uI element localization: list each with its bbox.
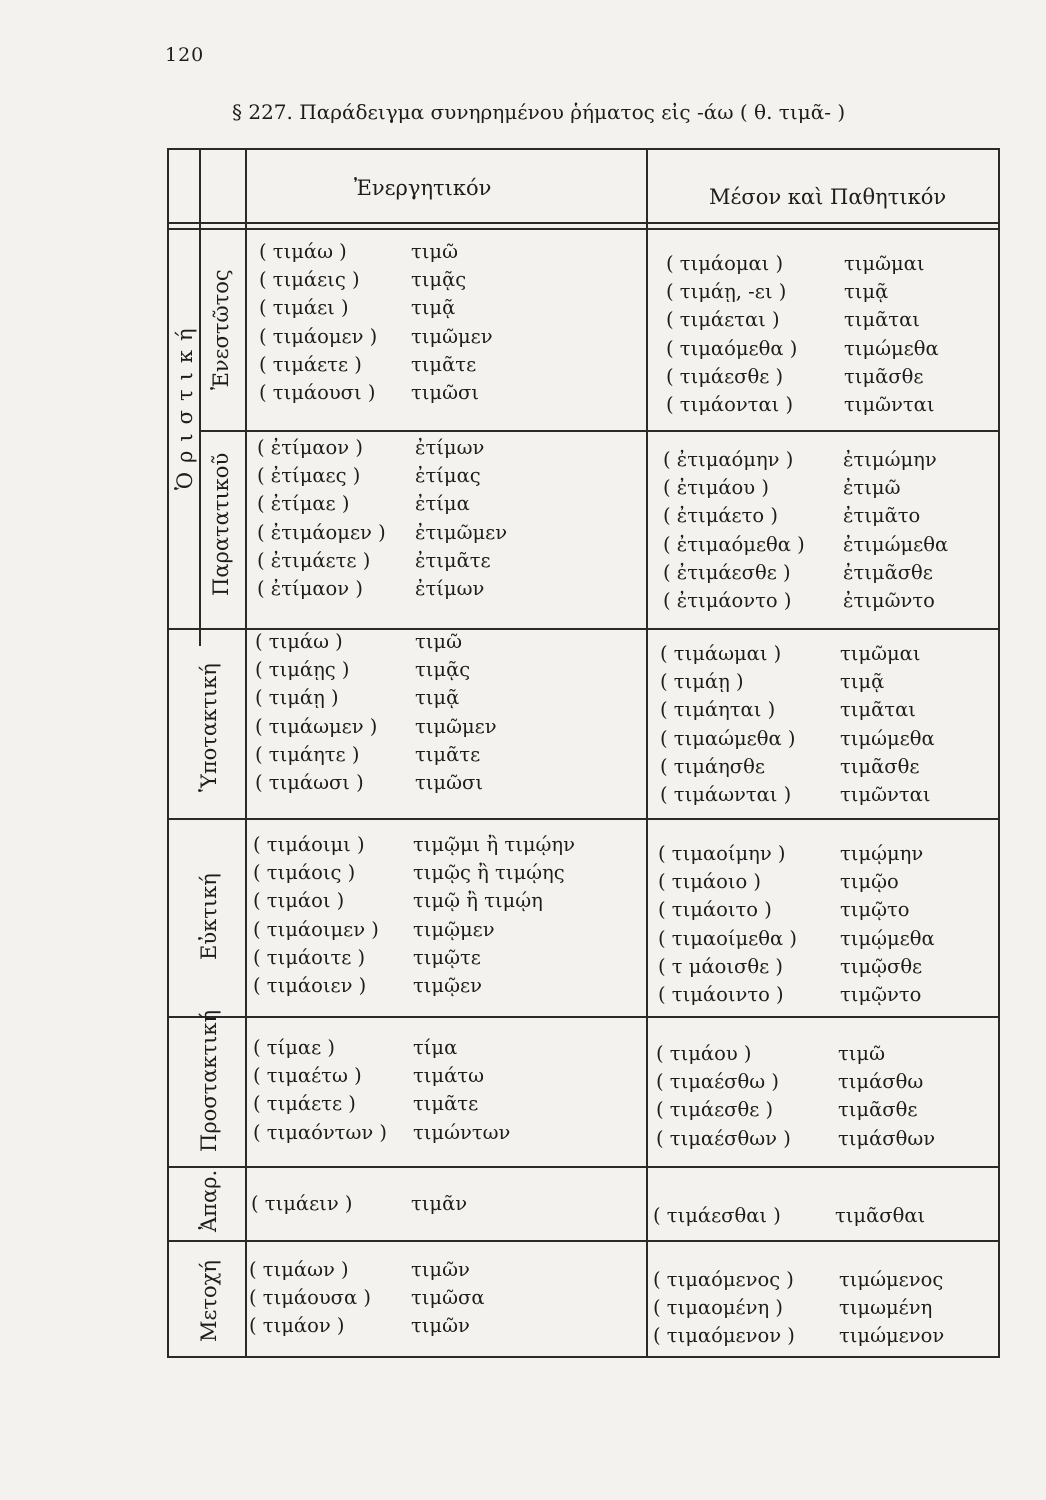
uncontracted-form: ( ἐτιμάεσθε )	[663, 560, 791, 584]
header-divider-2	[169, 228, 998, 230]
uncontracted-form: ( τιμάων )	[249, 1258, 349, 1281]
uncontracted-form: ( ἐτιμάετο )	[663, 504, 778, 528]
contracted-form: τιμώμεθα	[840, 726, 935, 750]
uncontracted-form: ( τιμαομένη )	[653, 1296, 783, 1320]
contracted-form: ἐτιμᾶτε	[415, 548, 491, 572]
uncontracted-form: ( τιμάου )	[656, 1042, 752, 1065]
subjunctive-label: Ὑποτακτική	[197, 663, 221, 792]
uncontracted-form: ( τιμάεσθε )	[666, 364, 784, 388]
present-middle-row	[666, 250, 939, 278]
imperative-active-forms	[253, 1034, 510, 1147]
uncontracted-form: ( τιμάοιτο )	[658, 898, 772, 922]
infinitive-middle-row	[653, 1202, 925, 1230]
optative-middle-row	[658, 925, 935, 953]
uncontracted-form: ( τιμάοις )	[253, 861, 356, 885]
contracted-form: ἐτίμα	[415, 492, 470, 516]
contracted-form: ἐτιμῶ	[843, 476, 901, 500]
present-middle-forms	[666, 250, 939, 419]
uncontracted-form: ( ἐτίμαες )	[257, 464, 361, 488]
uncontracted-form: ( ἐτίμαον )	[257, 577, 363, 601]
uncontracted-form: ( ἐτίμαε )	[257, 492, 350, 516]
active-voice-header: Ἐνεργητικόν	[354, 176, 492, 200]
uncontracted-form: ( ἐτιμαόμην )	[663, 448, 794, 471]
uncontracted-form: ( τιμαώμεθα )	[660, 726, 796, 750]
subjunctive-middle-row	[660, 668, 935, 696]
contracted-form: τιμῶσι	[411, 381, 479, 405]
uncontracted-form: ( ἐτιμάομεν )	[257, 520, 386, 544]
imperative-active-row	[253, 1119, 510, 1147]
present-imperfect-divider	[199, 430, 998, 432]
contracted-form: τιμῷεν	[413, 974, 482, 998]
imperative-middle-forms	[656, 1040, 935, 1153]
uncontracted-form: ( τιμάοι )	[253, 889, 345, 913]
imperfect-label: Παρατατικοῦ	[209, 452, 233, 596]
contracted-form: τιμῶνται	[844, 393, 935, 417]
conjugation-table	[167, 148, 1000, 1358]
subjunctive-active-row	[255, 713, 497, 741]
optative-active-row	[253, 944, 575, 972]
imperative-middle-row	[656, 1096, 935, 1124]
optative-active-row	[253, 887, 575, 915]
contracted-form: τιμῶ	[415, 630, 463, 653]
contracted-form: τιμάτω	[413, 1064, 484, 1088]
participle-active-row	[249, 1284, 485, 1312]
uncontracted-form: ( τιμάω )	[255, 630, 343, 653]
participle-active-row	[249, 1312, 485, 1340]
optative-active-row	[253, 859, 575, 887]
contracted-form: ἐτιμώμην	[843, 448, 937, 471]
participle-middle-row	[653, 1266, 944, 1294]
subjunctive-middle-row	[660, 640, 935, 668]
contracted-form: τιμᾷ	[411, 296, 456, 320]
uncontracted-form: ( τιμάεται )	[666, 308, 780, 332]
subjunctive-optative-divider	[169, 818, 998, 820]
imperfect-active-row	[257, 519, 507, 547]
uncontracted-form: ( τιμάωμαι )	[660, 642, 782, 665]
contracted-form: τιμῶ	[838, 1042, 886, 1065]
infinitive-middle-forms	[653, 1202, 925, 1230]
indicative-label: Ὁριστική	[173, 319, 197, 490]
uncontracted-form: ( τιμαόντων )	[253, 1120, 388, 1144]
contracted-form: τιμώντων	[413, 1120, 511, 1144]
contracted-form: τιμῷντο	[840, 983, 922, 1007]
contracted-form: τιμῷο	[840, 870, 899, 894]
imperfect-active-row	[257, 490, 507, 518]
contracted-form: τιμᾷ	[844, 280, 889, 304]
contracted-form: τιμᾶται	[844, 308, 920, 332]
uncontracted-form: ( τιμαοίμην )	[658, 842, 786, 865]
uncontracted-form: ( τιμάῃς )	[255, 658, 350, 682]
contracted-form: τιμάσθων	[838, 1126, 936, 1150]
uncontracted-form: ( τιμάοιντο )	[658, 983, 784, 1007]
contracted-form: ἐτίμων	[415, 577, 485, 601]
participle-middle-row	[653, 1294, 944, 1322]
contracted-form: τιμώμενον	[839, 1324, 945, 1348]
section-heading: § 227. Παράδειγμα συνηρημένου ῥήματος εἰς -άω ( θ. τιμᾶ- )	[232, 100, 846, 124]
uncontracted-form: ( τιμάει )	[259, 296, 349, 320]
optative-label: Εὐκτική	[197, 873, 221, 960]
contracted-form: ἐτιμώμεθα	[843, 532, 949, 556]
imperative-infinitive-divider	[169, 1166, 998, 1168]
uncontracted-form: ( τ μάοισθε )	[658, 954, 783, 978]
contracted-form: τιμᾶτε	[415, 742, 481, 766]
contracted-form: τιμᾶσθε	[844, 364, 924, 388]
present-middle-row	[666, 335, 939, 363]
uncontracted-form: ( τιμάοιεν )	[253, 974, 367, 998]
contracted-form: τιμᾶσθε	[840, 754, 920, 778]
contracted-form: τιμῶμεν	[411, 324, 493, 348]
infinitive-active-forms	[251, 1190, 467, 1218]
uncontracted-form: ( τιμάηται )	[660, 698, 776, 722]
contracted-form: τιμῷς ἢ τιμῴης	[413, 861, 565, 885]
optative-middle-row	[658, 896, 935, 924]
optative-imperative-divider	[169, 1016, 998, 1018]
optative-middle-forms	[658, 840, 935, 1009]
contracted-form: τιμάσθω	[838, 1070, 924, 1094]
contracted-form: τιμῶσα	[411, 1286, 485, 1310]
imperative-middle-row	[656, 1040, 935, 1068]
uncontracted-form: ( τιμαέσθων )	[656, 1126, 791, 1150]
imperative-middle-row	[656, 1125, 935, 1153]
uncontracted-form: ( ἐτιμαόμεθα )	[663, 532, 805, 556]
subjunctive-active-row	[255, 684, 497, 712]
uncontracted-form: ( τιμάω )	[259, 240, 347, 263]
imperfect-middle-row	[663, 474, 948, 502]
contracted-form: τιμῷτο	[840, 898, 910, 922]
contracted-form: τιμᾷς	[415, 658, 471, 682]
contracted-form: τιμώμενος	[839, 1268, 944, 1291]
contracted-form: τιμᾷ	[415, 686, 460, 710]
uncontracted-form: ( τιμάοιμεν )	[253, 917, 379, 941]
contracted-form: τιμᾶτε	[413, 1092, 479, 1116]
mood-column-divider	[199, 150, 201, 646]
present-active-row	[259, 379, 493, 407]
infinitive-participle-divider	[169, 1240, 998, 1242]
optative-middle-row	[658, 840, 935, 868]
contracted-form: τιμῷ ἢ τιμῴη	[413, 889, 543, 913]
uncontracted-form: ( τιμάουσι )	[259, 381, 376, 405]
uncontracted-form: ( τιμαοίμεθα )	[658, 926, 797, 950]
participle-middle-forms	[653, 1266, 944, 1351]
contracted-form: τιμᾶσθαι	[835, 1204, 926, 1227]
contracted-form: τιμῷμι ἢ τιμῴην	[413, 833, 575, 856]
present-middle-row	[666, 363, 939, 391]
uncontracted-form: ( τιμάησθε	[660, 754, 765, 778]
uncontracted-form: ( τιμάητε )	[255, 742, 360, 766]
participle-active-forms	[249, 1256, 485, 1341]
contracted-form: ἐτιμῶντο	[843, 589, 935, 613]
uncontracted-form: ( τιμάεσθαι )	[653, 1204, 781, 1227]
uncontracted-form: ( τιμάωνται )	[660, 783, 792, 807]
contracted-form: τιμᾶσθε	[838, 1098, 918, 1122]
contracted-form: τιμῶμαι	[840, 642, 921, 665]
contracted-form: τιμῷτε	[413, 945, 481, 969]
contracted-form: τιμῶμαι	[844, 252, 925, 275]
subjunctive-middle-row	[660, 725, 935, 753]
header-divider	[169, 222, 998, 224]
uncontracted-form: ( τιμάῃ, -ει )	[666, 280, 787, 304]
imperative-middle-row	[656, 1068, 935, 1096]
contracted-form: τιμῶσι	[415, 771, 483, 795]
present-label: Ἐνεστῶτος	[209, 269, 233, 390]
optative-active-forms	[253, 831, 575, 1000]
contracted-form: τιμῷσθε	[840, 954, 923, 978]
present-active-row	[259, 294, 493, 322]
imperative-label: Προστακτική	[197, 1009, 221, 1152]
present-active-forms	[259, 238, 493, 407]
contracted-form: τιμῶμεν	[415, 714, 497, 738]
uncontracted-form: ( τιμάοιτε )	[253, 945, 366, 969]
imperfect-active-row	[257, 434, 507, 462]
contracted-form: ἐτιμῶμεν	[415, 520, 508, 544]
subjunctive-active-row	[255, 769, 497, 797]
subjunctive-middle-row	[660, 696, 935, 724]
uncontracted-form: ( τιμάομαι )	[666, 252, 784, 275]
imperfect-active-forms	[257, 434, 507, 603]
middle-passive-voice-header: Μέσον καὶ Παθητικόν	[709, 185, 947, 209]
contracted-form: τιμώμεθα	[844, 336, 939, 360]
imperative-active-row	[253, 1090, 510, 1118]
imperfect-middle-row	[663, 531, 948, 559]
uncontracted-form: ( τιμαόμεθα )	[666, 336, 798, 360]
subjunctive-active-row	[255, 741, 497, 769]
imperative-active-row	[253, 1062, 510, 1090]
contracted-form: τιμᾷς	[411, 268, 467, 292]
imperfect-active-row	[257, 462, 507, 490]
uncontracted-form: ( τιμαέτω )	[253, 1064, 362, 1088]
present-active-row	[259, 351, 493, 379]
imperative-active-row	[253, 1034, 510, 1062]
uncontracted-form: ( τιμάοιμι )	[253, 833, 365, 856]
uncontracted-form: ( τιμάῃ )	[660, 670, 744, 694]
imperfect-active-row	[257, 547, 507, 575]
contracted-form: ἐτιμᾶσθε	[843, 560, 933, 584]
present-middle-row	[666, 391, 939, 419]
subjunctive-active-row	[255, 628, 497, 656]
contracted-form: τιμῶν	[411, 1314, 470, 1338]
uncontracted-form: ( τιμάετε )	[259, 352, 362, 376]
contracted-form: ἐτίμας	[415, 464, 481, 488]
present-active-row	[259, 238, 493, 266]
contracted-form: τιμῶν	[411, 1258, 470, 1281]
contracted-form: ἐτιμᾶτο	[843, 504, 921, 528]
uncontracted-form: ( τίμαε )	[253, 1036, 335, 1059]
optative-active-row	[253, 972, 575, 1000]
optative-active-row	[253, 916, 575, 944]
uncontracted-form: ( τιμάειν )	[251, 1192, 353, 1215]
present-active-row	[259, 323, 493, 351]
optative-middle-row	[658, 953, 935, 981]
uncontracted-form: ( τιμάοιο )	[658, 870, 762, 894]
subjunctive-middle-forms	[660, 640, 935, 809]
uncontracted-form: ( ἐτίμαον )	[257, 436, 363, 459]
contracted-form: τιμωμένη	[839, 1296, 933, 1320]
imperfect-middle-row	[663, 502, 948, 530]
optative-middle-row	[658, 868, 935, 896]
uncontracted-form: ( ἐτιμάοντο )	[663, 589, 792, 613]
contracted-form: τιμῶ	[411, 240, 459, 263]
contracted-form: τίμα	[413, 1036, 458, 1059]
subjunctive-middle-row	[660, 753, 935, 781]
contracted-form: τιμῴμην	[840, 842, 924, 865]
participle-active-row	[249, 1256, 485, 1284]
uncontracted-form: ( ἐτιμάου )	[663, 476, 769, 500]
uncontracted-form: ( τιμάουσα )	[249, 1286, 371, 1310]
infinitive-label: Ἀπαρ.	[197, 1169, 221, 1232]
uncontracted-form: ( τιμαόμενος )	[653, 1268, 794, 1291]
uncontracted-form: ( τιμάωμεν )	[255, 714, 378, 738]
uncontracted-form: ( τιμάεις )	[259, 268, 360, 292]
optative-middle-row	[658, 981, 935, 1009]
imperfect-middle-row	[663, 446, 948, 474]
infinitive-active-row	[251, 1190, 467, 1218]
uncontracted-form: ( τιμαέσθω )	[656, 1070, 779, 1094]
contracted-form: τιμῷμεν	[413, 917, 495, 941]
participle-label: Μετοχή	[197, 1260, 221, 1342]
uncontracted-form: ( τιμάετε )	[253, 1092, 356, 1116]
subjunctive-active-row	[255, 656, 497, 684]
imperfect-middle-row	[663, 559, 948, 587]
subjunctive-middle-row	[660, 781, 935, 809]
uncontracted-form: ( τιμάῃ )	[255, 686, 339, 710]
present-middle-row	[666, 306, 939, 334]
uncontracted-form: ( τιμάον )	[249, 1314, 345, 1338]
contracted-form: τιμῴμεθα	[840, 926, 935, 950]
uncontracted-form: ( τιμάωσι )	[255, 771, 364, 795]
contracted-form: τιμᾶτε	[411, 352, 477, 376]
optative-active-row	[253, 831, 575, 859]
participle-middle-row	[653, 1322, 944, 1350]
present-active-row	[259, 266, 493, 294]
uncontracted-form: ( ἐτιμάετε )	[257, 548, 371, 572]
uncontracted-form: ( τιμαόμενον )	[653, 1324, 795, 1348]
voice-column-divider	[646, 150, 648, 1358]
imperfect-middle-row	[663, 587, 948, 615]
uncontracted-form: ( τιμάεσθε )	[656, 1098, 774, 1122]
contracted-form: τιμᾷ	[840, 670, 885, 694]
contracted-form: ἐτίμων	[415, 436, 485, 459]
subjunctive-active-forms	[255, 628, 497, 797]
label-column-divider	[245, 150, 247, 1358]
contracted-form: τιμᾶν	[411, 1192, 468, 1215]
imperfect-middle-forms	[663, 446, 948, 615]
contracted-form: τιμῶνται	[840, 783, 931, 807]
uncontracted-form: ( τιμάομεν )	[259, 324, 378, 348]
present-middle-row	[666, 278, 939, 306]
imperfect-active-row	[257, 575, 507, 603]
page-number: 120	[165, 44, 205, 66]
contracted-form: τιμᾶται	[840, 698, 916, 722]
uncontracted-form: ( τιμάονται )	[666, 393, 794, 417]
